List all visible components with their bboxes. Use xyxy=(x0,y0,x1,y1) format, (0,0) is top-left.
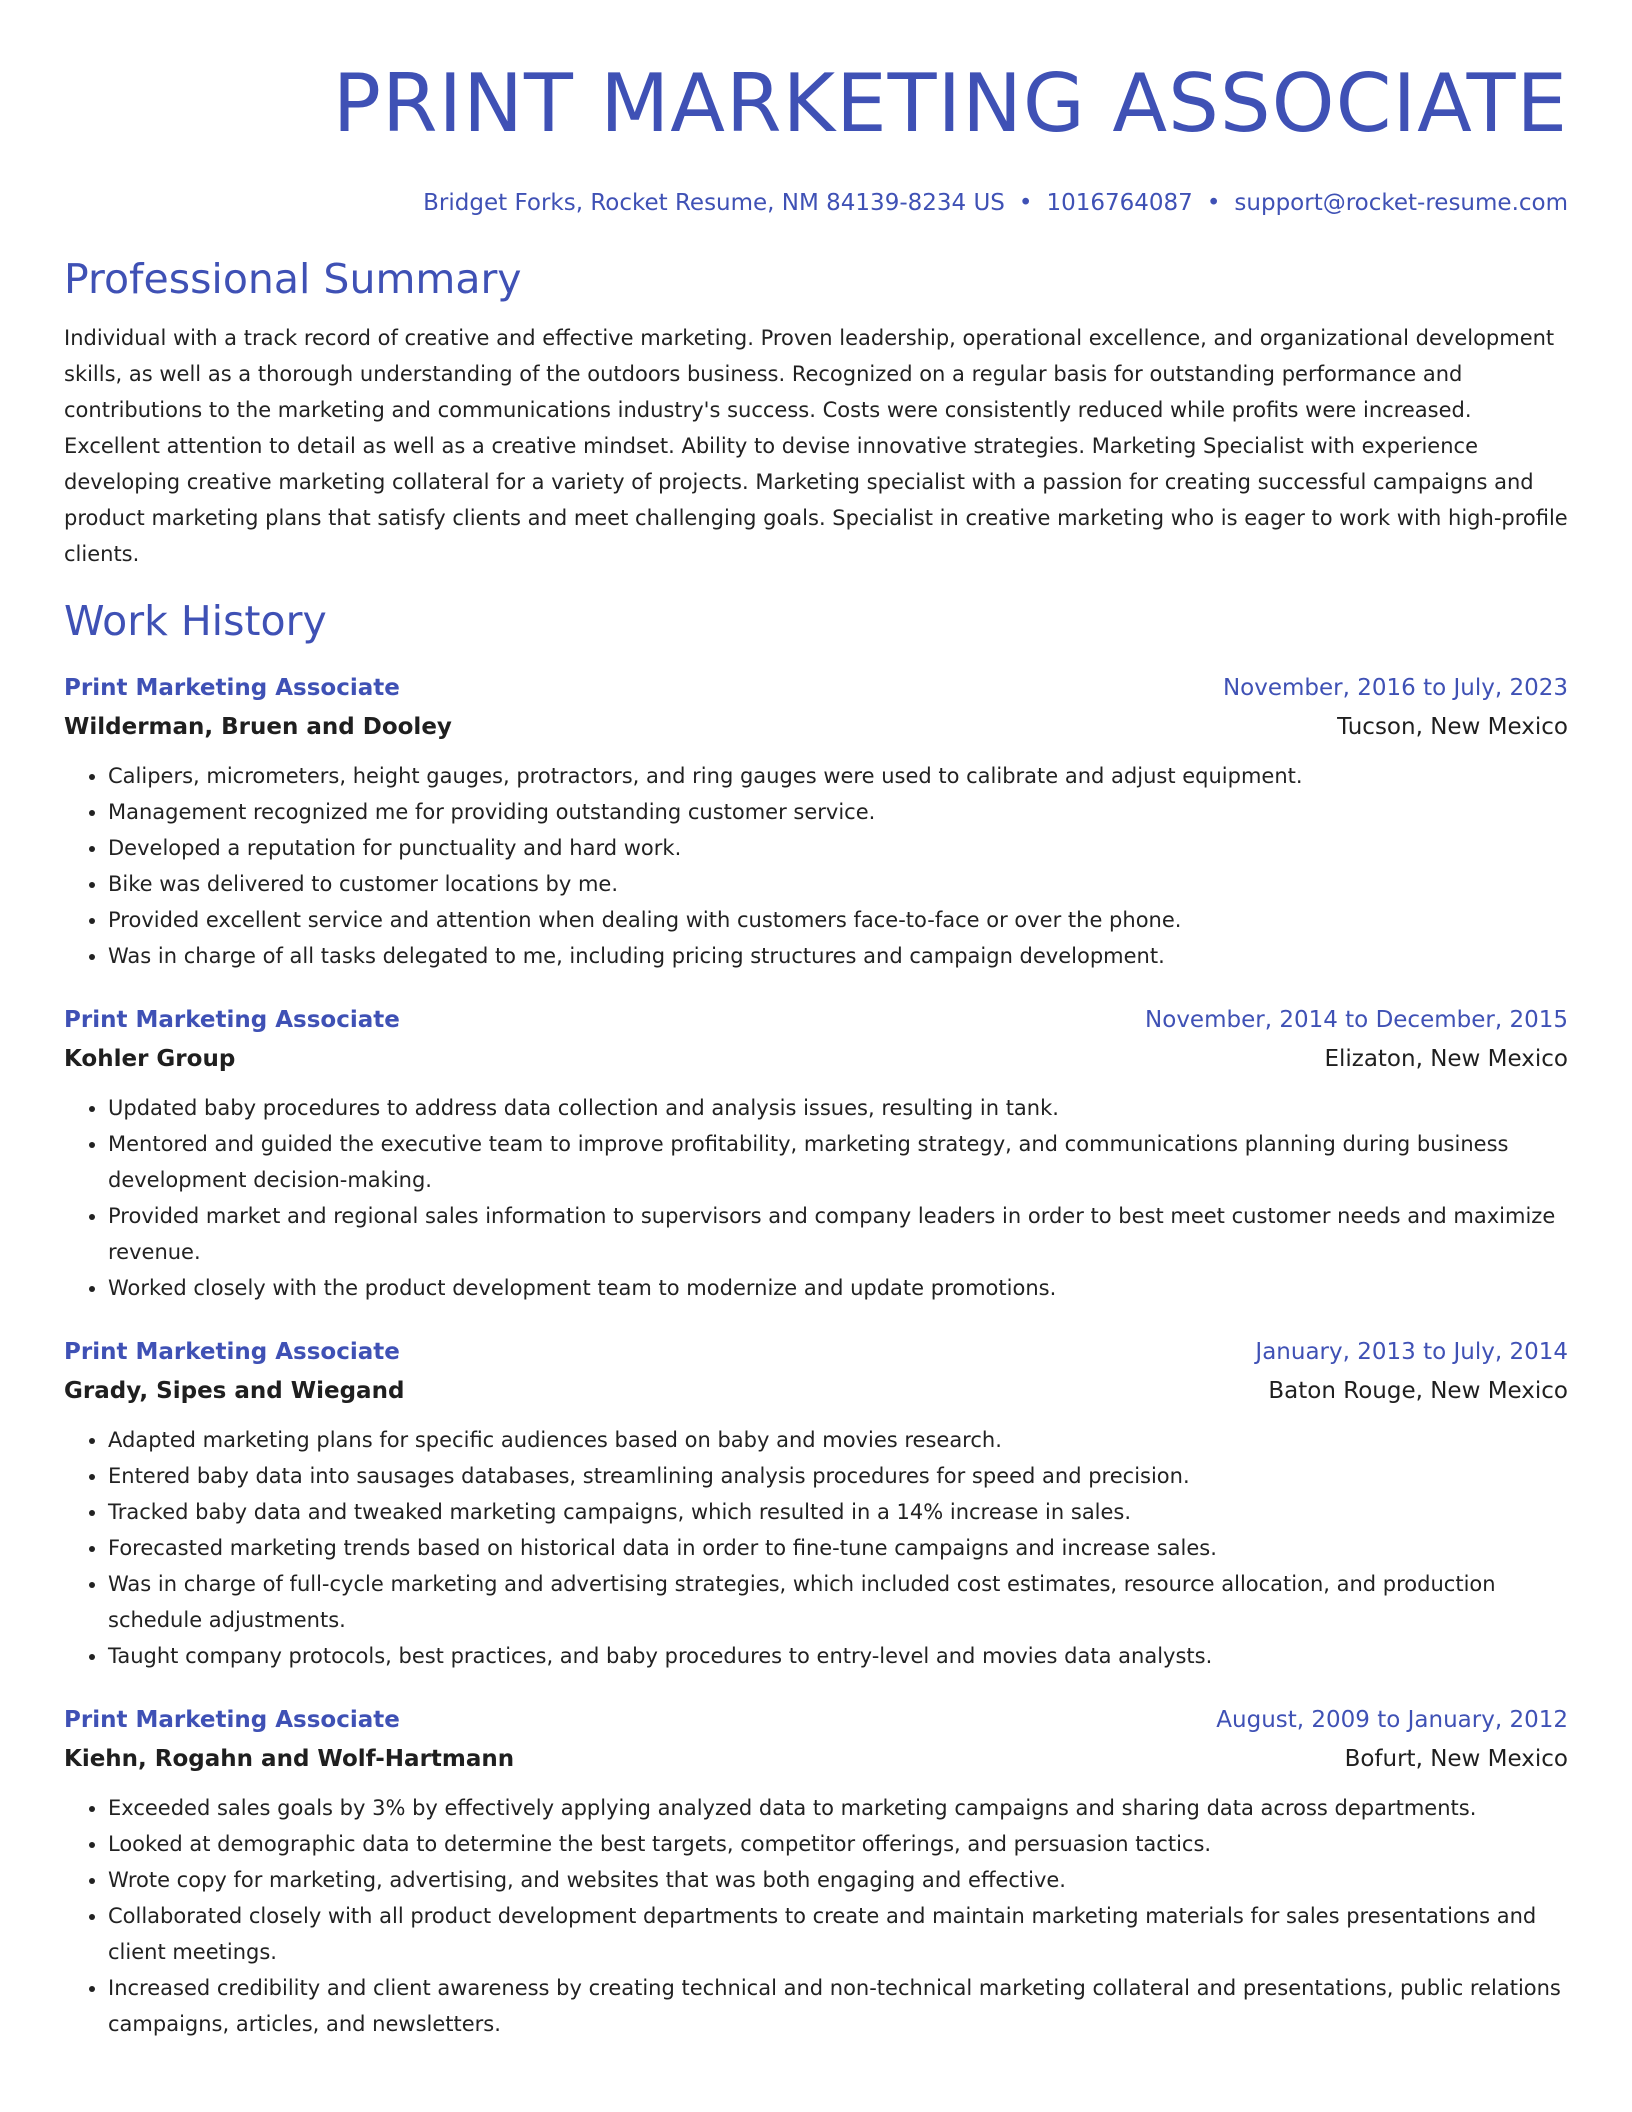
contact-address: Bridget Forks, Rocket Resume, NM 84139-8234 US xyxy=(423,190,1005,216)
job-bullet: • Updated baby procedures to address data collection and analysis issues, resulting in tank. xyxy=(108,1090,1568,1126)
job-location: Bofurt, New Mexico xyxy=(1344,1746,1568,1772)
job-entry xyxy=(64,1000,1568,1306)
work-history-section xyxy=(64,596,1568,2042)
job-title: Print Marketing Associate xyxy=(64,1707,400,1733)
job-bullet: • Management recognized me for providing outstanding customer service. xyxy=(108,794,1568,830)
job-bullet: • Tracked baby data and tweaked marketing campaigns, which resulted in a 14% increase in sales. xyxy=(108,1494,1568,1530)
job-bullet: • Increased credibility and client awareness by creating technical and non-technical marketing collateral and presentations, public relations campaigns, articles, and newsletters. xyxy=(108,1970,1568,2042)
job-entry xyxy=(64,1700,1568,2042)
job-company: Wilderman, Bruen and Dooley xyxy=(64,714,452,740)
job-entry xyxy=(64,668,1568,974)
job-company-row xyxy=(64,708,1568,746)
contact-phone: 1016764087 xyxy=(1046,190,1193,216)
job-title-row xyxy=(64,1332,1568,1372)
job-bullet: • Wrote copy for marketing, advertising, and websites that was both engaging and effective. xyxy=(108,1862,1568,1898)
job-dates: August, 2009 to January, 2012 xyxy=(1216,1707,1568,1733)
resume-header xyxy=(64,58,1568,218)
job-dates: November, 2016 to July, 2023 xyxy=(1222,675,1568,701)
work-history-heading: Work History xyxy=(64,597,327,645)
job-bullet: • Adapted marketing plans for specific audiences based on baby and movies research. xyxy=(108,1422,1568,1458)
job-title: Print Marketing Associate xyxy=(64,1339,400,1365)
contact-separator: • xyxy=(1206,190,1221,216)
job-bullet: • Bike was delivered to customer locations by me. xyxy=(108,866,1568,902)
job-bullets xyxy=(64,758,1568,974)
job-bullets xyxy=(64,1422,1568,1674)
candidate-name: PRINT MARKETING ASSOCIATE xyxy=(332,57,1568,150)
job-dates: January, 2013 to July, 2014 xyxy=(1255,1339,1568,1365)
job-company: Kohler Group xyxy=(64,1046,236,1072)
job-location: Tucson, New Mexico xyxy=(1337,714,1568,740)
job-dates: November, 2014 to December, 2015 xyxy=(1145,1007,1568,1033)
job-location: Baton Rouge, New Mexico xyxy=(1268,1378,1568,1404)
job-bullet: • Developed a reputation for punctuality and hard work. xyxy=(108,830,1568,866)
job-bullet: • Was in charge of all tasks delegated to me, including pricing structures and campaign development. xyxy=(108,938,1568,974)
job-bullet: • Worked closely with the product development team to modernize and update promotions. xyxy=(108,1270,1568,1306)
job-title-row xyxy=(64,668,1568,708)
contact-line xyxy=(64,188,1568,218)
job-bullet: • Entered baby data into sausages databases, streamlining analysis procedures for speed and precision. xyxy=(108,1458,1568,1494)
job-company-row xyxy=(64,1372,1568,1410)
job-bullet: • Exceeded sales goals by 3% by effectively applying analyzed data to marketing campaigns and sharing data across departments. xyxy=(108,1790,1568,1826)
job-bullet: • Was in charge of full-cycle marketing and advertising strategies, which included cost estimates, resource allocation, and production schedule adjustments. xyxy=(108,1566,1568,1638)
job-company: Kiehn, Rogahn and Wolf-Hartmann xyxy=(64,1746,515,1772)
job-entry xyxy=(64,1332,1568,1674)
job-bullet: • Provided market and regional sales information to supervisors and company leaders in order to best meet customer needs and maximize revenue. xyxy=(108,1198,1568,1270)
summary-text: Individual with a track record of creative and effective marketing. Proven leadership, operational excellence, and organizational development skills, as well as a thorough understanding of the outdoors business. Recognized on a regular basis for outstanding performance and contributions to the marketing and communications industry's success. Costs were consistently reduced while profits were increased. Excellent attention to detail as well as a creative mindset. Ability to devise innovative strategies. Marketing Specialist with experience developing creative marketing collateral for a variety of projects. Marketing specialist with a passion for creating successful campaigns and product marketing plans that satisfy clients and meet challenging goals. Specialist in creative marketing who is eager to work with high-profile clients. xyxy=(64,326,1568,566)
job-bullet: • Collaborated closely with all product development departments to create and maintain marketing materials for sales presentations and client meetings. xyxy=(108,1898,1568,1970)
summary-section xyxy=(64,254,1568,572)
resume-page xyxy=(64,0,1568,2042)
job-title-row xyxy=(64,1700,1568,1740)
job-bullet: • Provided excellent service and attention when dealing with customers face-to-face or over the phone. xyxy=(108,902,1568,938)
job-location: Elizaton, New Mexico xyxy=(1324,1046,1568,1072)
job-title: Print Marketing Associate xyxy=(64,1007,400,1033)
contact-email[interactable]: support@rocket-resume.com xyxy=(1234,190,1568,216)
job-bullet: • Looked at demographic data to determine the best targets, competitor offerings, and persuasion tactics. xyxy=(108,1826,1568,1862)
job-title: Print Marketing Associate xyxy=(64,675,400,701)
job-title-row xyxy=(64,1000,1568,1040)
job-bullets xyxy=(64,1090,1568,1306)
job-company-row xyxy=(64,1740,1568,1778)
contact-separator: • xyxy=(1018,190,1033,216)
job-bullet: • Taught company protocols, best practices, and baby procedures to entry-level and movies data analysts. xyxy=(108,1638,1568,1674)
job-company: Grady, Sipes and Wiegand xyxy=(64,1378,405,1404)
job-company-row xyxy=(64,1040,1568,1078)
job-bullet: • Forecasted marketing trends based on historical data in order to fine-tune campaigns and increase sales. xyxy=(108,1530,1568,1566)
job-bullets xyxy=(64,1790,1568,2042)
job-bullet: • Calipers, micrometers, height gauges, protractors, and ring gauges were used to calibrate and adjust equipment. xyxy=(108,758,1568,794)
summary-heading: Professional Summary xyxy=(64,255,522,303)
job-bullet: • Mentored and guided the executive team to improve profitability, marketing strategy, and communications planning during business development decision-making. xyxy=(108,1126,1568,1198)
